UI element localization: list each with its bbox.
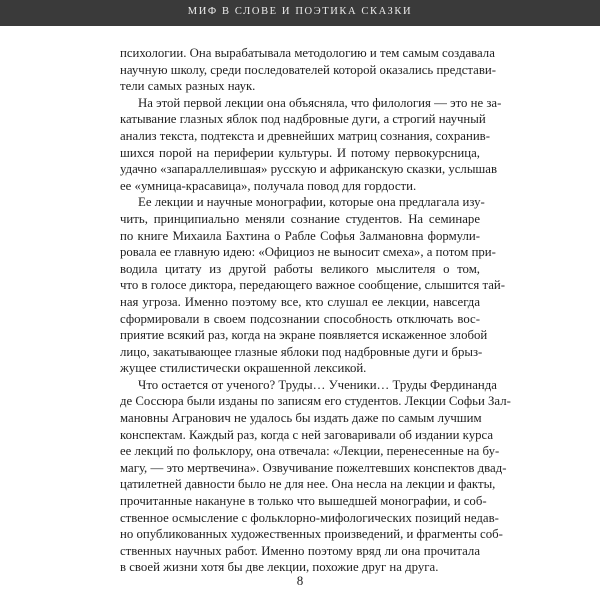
page-number: 8 (296, 573, 304, 588)
text-line: сформировали в своем подсознании способность отключать вос- (120, 311, 480, 326)
text-line: Ее лекции и научные монографии, которые она предлагала изу- (138, 195, 485, 210)
text-line: анализ текста, подтекста и древнейших матриц сознания, сохранив- (120, 128, 490, 143)
text-line: в своей жизни хотя бы две лекции, похожие друг на друга. (120, 560, 439, 575)
text-line: тели самых разных наук. (120, 79, 256, 94)
text-line: психологии. Она вырабатывала методологию и тем самым создавала (120, 46, 495, 60)
text-line: ственных научных работ. Именно поэтому вряд ли она прочитала (120, 543, 480, 558)
text-line: де Соссюра были изданы по записям его студентов. Лекции Софьи Зал- (120, 394, 511, 409)
text-line: Что остается от ученого? Труды… Ученики… Труды Фердинанда (138, 377, 497, 392)
text-line: водила цитату из другой работы великого мыслителя о том, (120, 261, 480, 276)
text-line: мановны Агранович не удалось бы издать даже по самым лучшим (120, 411, 482, 426)
text-line: ственное осмысление с фольклорно-мифологических позиций недав- (120, 510, 499, 525)
running-head: МИФ В СЛОВЕ И ПОЭТИКА СКАЗКИ (0, 0, 600, 26)
text-line: цатилетней давности было не для нее. Она несла на лекции и факты, (120, 477, 496, 492)
text-line: катывание глазных яблок под надбровные дуги, а строгий научный (120, 112, 486, 127)
text-line: шихся порой на периферии культуры. И потому первокурсница, (120, 145, 480, 160)
text-line: ровала ее главную идею: «Официоз не выносит смеха», а потом при- (120, 245, 496, 260)
text-line: прочитанные накануне в только что вышедшей монографии, и соб- (120, 494, 487, 509)
text-line: лицо, закатывающее глазные яблоки под надбровные дуги и брыз- (120, 344, 483, 359)
text-line: ее «умница-красавица», получала повод для гордости. (120, 178, 417, 193)
text-line: ее лекций по фольклору, она отвечала: «Лекции, перенесенные на бу- (120, 444, 500, 459)
text-line: чить, принципиально меняли сознание студентов. На семинаре (120, 211, 480, 226)
text-line: жущее стилистически окрашенной лексикой. (120, 361, 367, 376)
text-line: но опубликованных художественных произведений, и фрагменты соб- (120, 527, 503, 542)
text-line: что в голосе диктора, передающего важное сообщение, слышится тай- (120, 278, 506, 293)
text-line: На этой первой лекции она объясняла, что филология — это не за- (138, 95, 502, 110)
text-line: конспектам. Каждый раз, когда с ней заговаривали об издании курса (120, 427, 494, 442)
text-line: научную школу, среди последователей которой оказались представи- (120, 62, 496, 77)
text-line: магу, — это мертвечина». Озвучивание пожелтевших конспектов двад- (120, 460, 507, 475)
body-text (120, 45, 511, 576)
text-line: ная угроза. Именно поэтому все, кто слушал ее лекции, навсегда (120, 294, 480, 309)
text-line: по книге Михаила Бахтина о Рабле Софья Залмановна формули- (120, 228, 480, 243)
text-line: удачно «запараллелившая» русскую и африканскую сказки, услышав (120, 162, 497, 177)
text-line: приятие всякий раз, когда на экране появляется искаженное злобой (120, 328, 488, 343)
